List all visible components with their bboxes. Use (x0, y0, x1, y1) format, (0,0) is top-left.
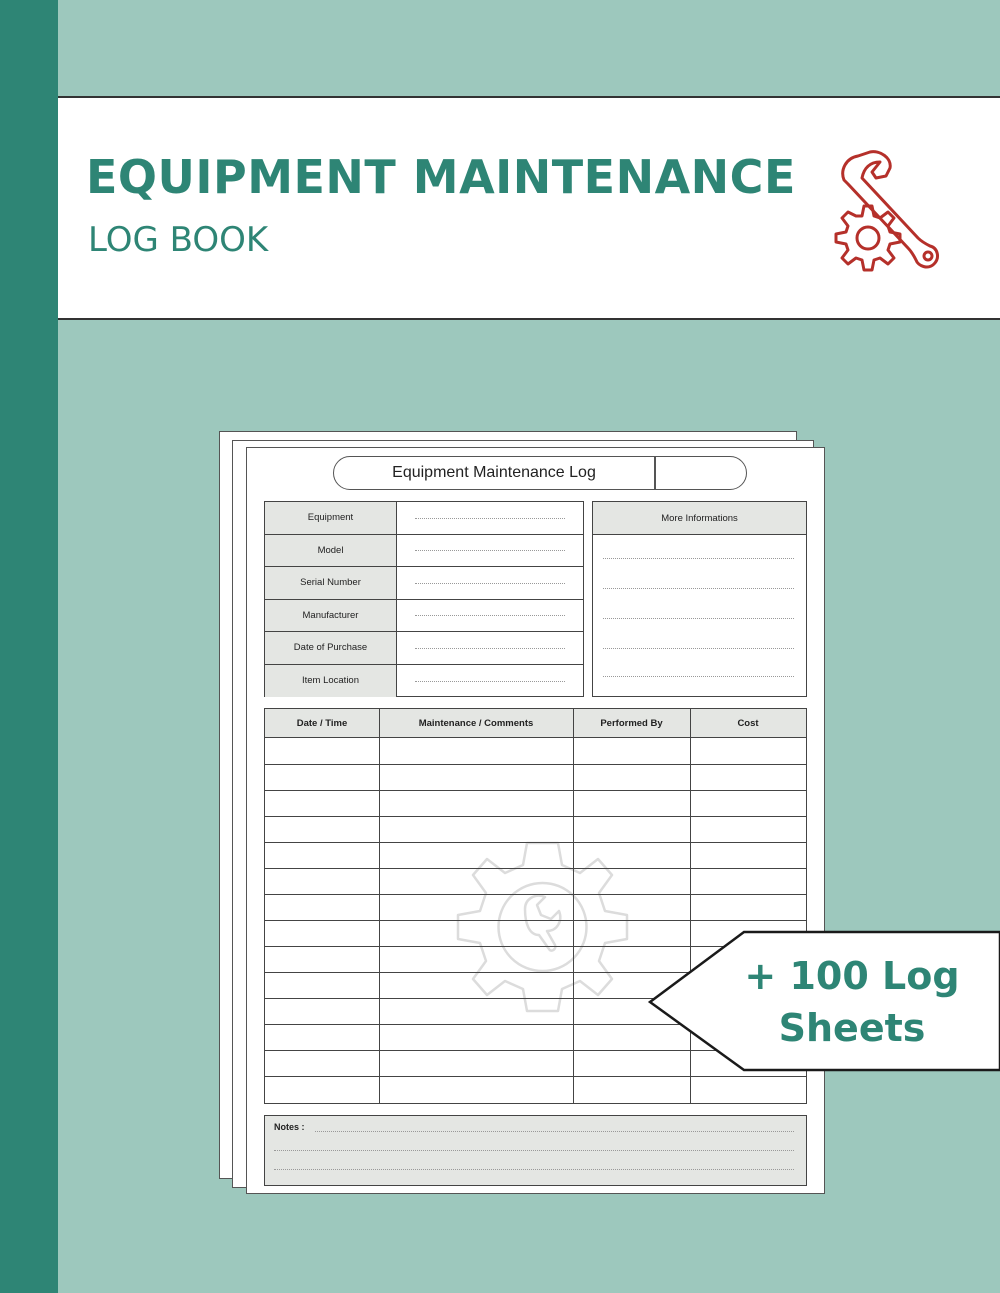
info-row-manufacturer (265, 600, 583, 633)
column-maintenance-comments: Maintenance / Comments (418, 717, 534, 729)
info-row-equipment (265, 502, 583, 535)
info-row-date-of-purchase (265, 632, 583, 665)
row-divider (265, 894, 806, 895)
info-row-model (265, 535, 583, 568)
info-label: Item Location (265, 665, 397, 698)
fill-line (603, 588, 794, 589)
more-informations-label: More Informations (593, 502, 806, 535)
fill-line (603, 618, 794, 619)
column-divider (573, 709, 574, 1103)
row-divider (265, 764, 806, 765)
fill-line (415, 518, 565, 519)
row-divider (265, 842, 806, 843)
column-divider (379, 709, 380, 1103)
fill-line (415, 681, 565, 682)
sheet-title: Equipment Maintenance Log (392, 464, 596, 481)
info-row-item-location (265, 665, 583, 698)
equipment-info-table (264, 501, 584, 697)
info-label: Date of Purchase (265, 632, 397, 664)
fill-line (603, 558, 794, 559)
fill-line (274, 1169, 794, 1170)
column-performed-by: Performed By (600, 717, 663, 729)
info-label: Equipment (265, 502, 397, 534)
log-sheet-preview (246, 447, 825, 1194)
column-cost: Cost (737, 717, 759, 729)
fill-line (315, 1131, 794, 1132)
fill-line (274, 1150, 794, 1151)
row-divider (265, 816, 806, 817)
badge-line-2: Sheets (778, 1006, 926, 1050)
fill-line (603, 648, 794, 649)
badge-text (732, 950, 972, 1054)
info-label: Manufacturer (265, 600, 397, 632)
row-divider (265, 790, 806, 791)
badge-line-1: + 100 Log (744, 954, 960, 998)
book-spine (0, 0, 58, 1293)
fill-line (415, 583, 565, 584)
log-table-header (265, 709, 806, 738)
notes-label: Notes : (274, 1122, 305, 1132)
gear-wrench-watermark-icon (455, 839, 630, 1014)
row-divider (265, 1076, 806, 1077)
notes-box (264, 1115, 807, 1186)
wrench-gear-icon (818, 148, 950, 276)
row-divider (265, 920, 806, 921)
row-divider (265, 868, 806, 869)
info-row-serial-number (265, 567, 583, 600)
fill-line (603, 676, 794, 677)
cover-subtitle: LOG BOOK (88, 220, 269, 260)
title-banner (58, 96, 1000, 320)
fill-line (415, 550, 565, 551)
info-label: Model (265, 535, 397, 567)
more-informations-box (592, 501, 807, 697)
column-date-time: Date / Time (296, 717, 348, 729)
fill-line (415, 615, 565, 616)
info-label: Serial Number (265, 567, 397, 599)
header-divider (654, 457, 656, 489)
cover-title: EQUIPMENT MAINTENANCE (86, 150, 796, 204)
sheet-header (333, 456, 747, 490)
fill-line (415, 648, 565, 649)
